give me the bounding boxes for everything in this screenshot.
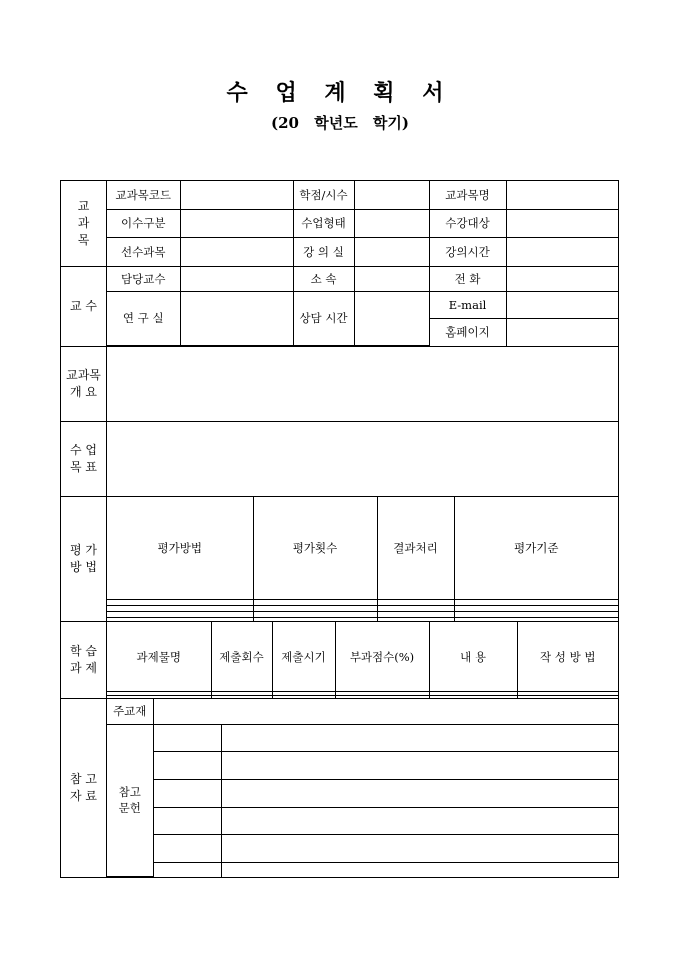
main-textbook-label: 주교재 (107, 699, 153, 724)
evaluation-section-label: 평 가 방 법 (61, 497, 107, 621)
class-time-label: 강의시간 (429, 238, 506, 266)
writing-method-header: 작 성 방 법 (517, 622, 618, 692)
goals-section (61, 422, 618, 497)
professor-section-label: 교 수 (61, 267, 107, 346)
table-row (107, 618, 618, 621)
course-section-label: 교 과 목 (61, 181, 107, 266)
eval-count-header: 평가횟수 (253, 497, 377, 599)
phone-field[interactable] (506, 267, 618, 291)
overview-field[interactable] (107, 347, 618, 421)
office-hours-field[interactable] (354, 291, 429, 346)
department-label: 소 속 (293, 267, 354, 291)
references-section (61, 699, 618, 877)
course-code-field[interactable] (180, 181, 293, 209)
professor-name-label: 담당교수 (107, 267, 180, 291)
document-subtitle: (20 학년도 학기) (271, 114, 409, 132)
target-students-label: 수강대상 (429, 209, 506, 238)
credits-field[interactable] (354, 181, 429, 209)
office-field[interactable] (180, 291, 293, 346)
content-header: 내 용 (429, 622, 517, 692)
homepage-label: 홈페이지 (429, 318, 506, 346)
completion-type-label: 이수구분 (107, 209, 180, 238)
submission-time-header: 제출시기 (272, 622, 335, 692)
table-row (107, 696, 618, 698)
eval-criteria-header: 평가기준 (454, 497, 618, 599)
course-info-section (61, 181, 618, 267)
homepage-field[interactable] (506, 318, 618, 346)
course-plan-form (60, 180, 619, 878)
prerequisite-field[interactable] (180, 238, 293, 266)
classroom-label: 강 의 실 (293, 238, 354, 266)
class-format-field[interactable] (354, 209, 429, 238)
overview-section (61, 347, 618, 422)
professor-section (61, 267, 618, 347)
evaluation-section (61, 497, 618, 622)
score-weight-header: 부과점수(%) (335, 622, 429, 692)
eval-result-header: 결과처리 (377, 497, 454, 599)
course-name-field[interactable] (506, 181, 618, 209)
overview-section-label: 교과목 개 요 (61, 347, 107, 421)
professor-name-field[interactable] (180, 267, 293, 291)
class-time-field[interactable] (506, 238, 618, 266)
course-name-label: 교과목명 (429, 181, 506, 209)
references-section-label: 참 고 자 료 (61, 699, 107, 877)
target-students-field[interactable] (506, 209, 618, 238)
eval-method-header: 평가방법 (107, 497, 253, 599)
class-format-label: 수업형태 (293, 209, 354, 238)
prerequisite-label: 선수과목 (107, 238, 180, 266)
office-hours-label: 상담 시간 (293, 291, 354, 346)
phone-label: 전 화 (429, 267, 506, 291)
goals-field[interactable] (107, 422, 618, 496)
office-label: 연 구 실 (107, 291, 180, 346)
course-code-label: 교과목코드 (107, 181, 180, 209)
email-label: E-mail (429, 291, 506, 318)
assignment-name-header: 과제물명 (107, 622, 211, 692)
goals-section-label: 수 업 목 표 (61, 422, 107, 496)
email-field[interactable] (506, 291, 618, 318)
completion-type-field[interactable] (180, 209, 293, 238)
classroom-field[interactable] (354, 238, 429, 266)
document-title: 수 업 계 획 서 (226, 80, 454, 106)
department-field[interactable] (354, 267, 429, 291)
reference-books-label: 참고 문헌 (107, 724, 153, 877)
credits-label: 학점/시수 (293, 181, 354, 209)
main-textbook-field[interactable] (153, 699, 618, 724)
assignments-section-label: 학 습 과 제 (61, 622, 107, 698)
assignments-section (61, 622, 618, 699)
submission-count-header: 제출회수 (211, 622, 272, 692)
